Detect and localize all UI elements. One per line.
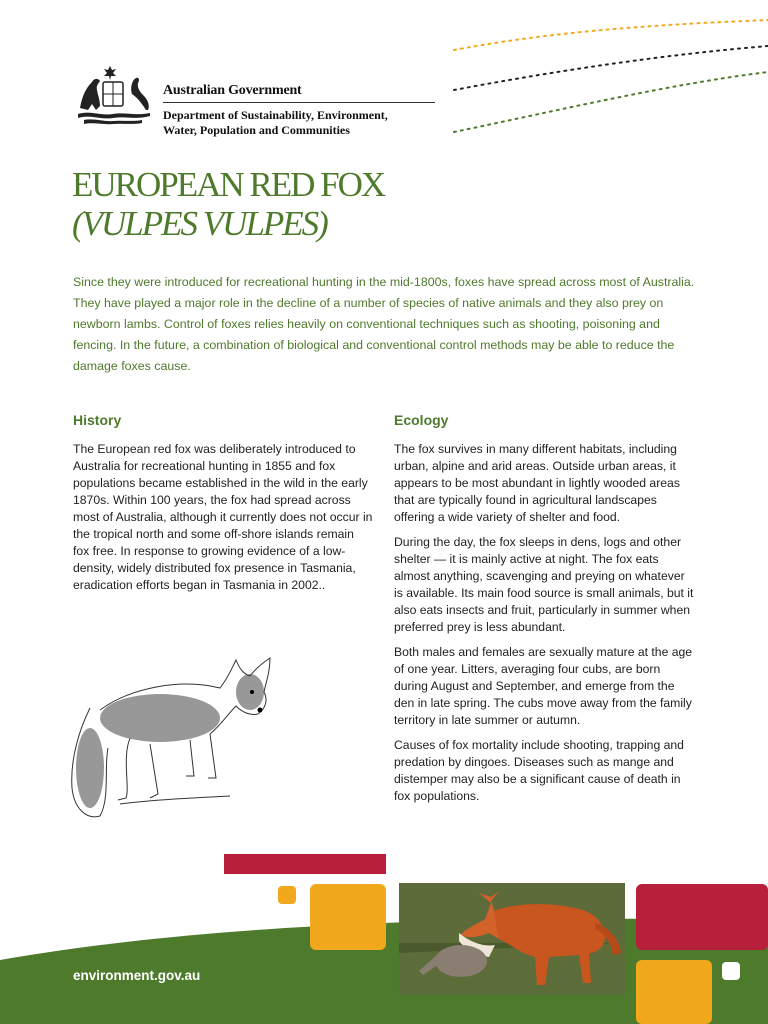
ecology-heading: Ecology <box>394 412 449 428</box>
coat-of-arms-logo <box>70 66 156 128</box>
ecology-section <box>394 441 694 813</box>
scientific-name: (VULPES VULPES) <box>72 204 327 243</box>
ecology-paragraph: The fox survives in many different habitats, including urban, alpine and arid areas. Outside urban areas, it appears to be most abundant in lightly wooded areas that are typically found in agricultural landscapes offering a wide variety of shelter and food. <box>394 442 680 524</box>
fox-photo <box>399 883 625 995</box>
government-name: Australian Government <box>163 83 302 98</box>
department-line-2: Water, Population and Communities <box>163 123 350 137</box>
page-title: EUROPEAN RED FOX <box>72 165 385 204</box>
ecology-paragraph: Both males and females are sexually mature at the age of one year. Litters, averaging four cubs, are born during August and September, and emerge from the den in late spring. The cubs move away from the family territory in late summer or autumn. <box>394 645 693 727</box>
decorative-dotted-arcs <box>440 10 768 140</box>
footer-url-link[interactable]: environment.gov.au <box>73 968 201 983</box>
history-heading: History <box>73 412 122 428</box>
ecology-paragraph: Causes of fox mortality include shooting, trapping and predation by dingoes. Diseases such as mange and distemper may also be a significant cause of death in fox populations. <box>394 738 684 803</box>
intro-paragraph: Since they were introduced for recreational hunting in the mid-1800s, foxes have spread across most of Australia. They have played a major role in the decline of a number of species of native animals and they also prey on newborn lambs. Control of foxes relies heavily on conventional techniques such as shooting, poisoning and fencing. In the future, a combination of biological and conventional control methods may be able to reduce the damage foxes cause. <box>73 275 695 373</box>
fox-sketch-illustration <box>60 648 290 828</box>
header-divider <box>163 102 435 103</box>
ecology-paragraph: During the day, the fox sleeps in dens, logs and other shelter — it is mainly active at night. The fox eats almost anything, scavenging and preying on whatever is available. Its main food source is small animals, but it also eats insects and fruit, particularly in summer when preferred prey is less abundant. <box>394 535 694 634</box>
department-line-1: Department of Sustainability, Environment, <box>163 108 388 122</box>
history-paragraph: The European red fox was deliberately introduced to Australia for recreational hunting in 1855 and fox populations became established in the wild in the early 1870s. Within 100 years, the fox had spread across most of Australia, although it currently does not occur in the tropical north and some off-shore islands remain fox free. In response to growing evidence of a low-density, widely distributed fox presence in Tasmania, eradication efforts began in Tasmania in 2002.. <box>73 442 373 592</box>
footer-graphic <box>0 850 768 1024</box>
department-name <box>163 108 453 138</box>
